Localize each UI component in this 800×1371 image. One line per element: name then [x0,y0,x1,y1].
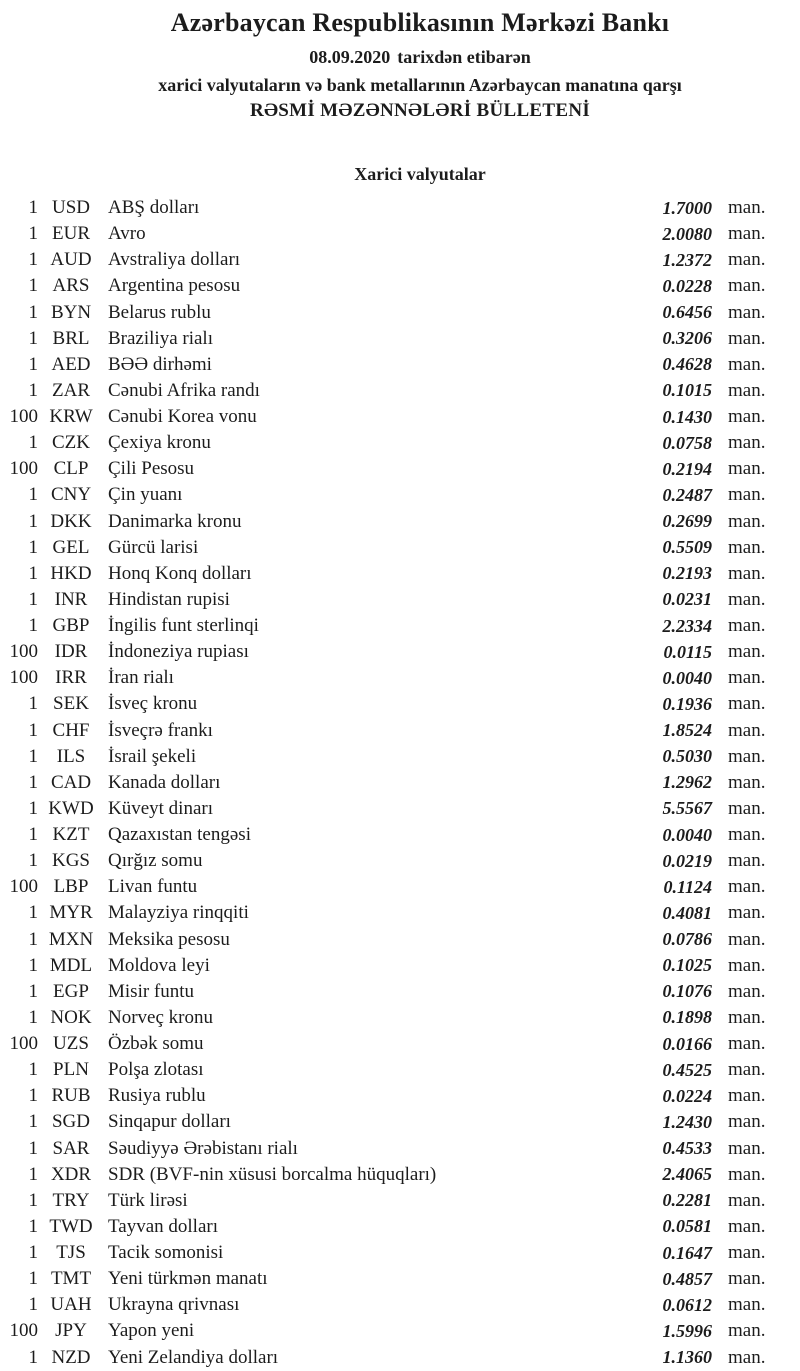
rate-row [0,1240,800,1266]
rate-row [0,1292,800,1318]
rate-value: 0.0231 [662,589,712,610]
quantity-value: 1 [28,249,38,271]
unit-label-man: man. [728,379,766,401]
exchange-rates-table [0,195,800,1371]
quantity-value: 1 [28,719,38,741]
currency-name: Meksika pesosu [108,928,230,950]
rate-row [0,796,800,822]
unit-label-man: man. [728,353,766,375]
unit-label-man: man. [728,1294,766,1316]
unit-label-man: man. [728,1268,766,1290]
quantity-value: 1 [28,223,38,245]
rate-value: 0.4857 [662,1268,712,1289]
rate-value: 1.8524 [662,720,712,741]
currency-code: AUD [50,249,92,271]
currency-name: İngilis funt sterlinqi [108,615,259,637]
unit-label-man: man. [728,249,766,271]
unit-label-man: man. [728,615,766,637]
quantity-value: 1 [28,301,38,323]
rate-row [0,874,800,900]
rate-row [0,1266,800,1292]
unit-label-man: man. [728,719,766,741]
currency-code: INR [54,588,88,610]
rate-value: 1.7000 [662,197,712,218]
currency-code: CLP [53,458,89,480]
rate-row [0,247,800,273]
rate-value: 0.2193 [662,563,712,584]
currency-code: EUR [52,223,90,245]
rate-row [0,822,800,848]
currency-code: MYR [49,902,93,924]
currency-name: Honq Konq dolları [108,562,252,584]
rate-row [0,1318,800,1344]
rate-value: 0.0219 [662,850,712,871]
effective-date-line [40,47,800,68]
currency-name: Qazaxıstan tengəsi [108,824,251,846]
currency-code: HKD [50,562,92,584]
currency-name: Qırğız somu [108,850,203,872]
currency-name: Misir funtu [108,980,195,1002]
currency-code: MXN [48,928,94,950]
rate-value: 1.2430 [662,1111,712,1132]
currency-code: KGS [51,850,90,872]
rate-row [0,927,800,953]
unit-label-man: man. [728,1085,766,1107]
rate-row [0,953,800,979]
unit-label-man: man. [728,693,766,715]
quantity-value: 100 [9,876,38,898]
rate-row [0,1057,800,1083]
unit-label-man: man. [728,1189,766,1211]
rate-row [0,691,800,717]
unit-label-man: man. [728,301,766,323]
quantity-value: 1 [28,797,38,819]
rate-value: 1.2962 [662,772,712,793]
rate-row [0,587,800,613]
rate-value: 0.1936 [662,693,712,714]
currency-code: EGP [53,980,89,1002]
currency-code: GBP [52,615,90,637]
currency-name: Yeni Zelandiya dolları [108,1346,279,1368]
unit-label-man: man. [728,275,766,297]
currency-code: CNY [50,484,92,506]
rate-row [0,848,800,874]
currency-code: TWD [49,1215,93,1237]
currency-code: CAD [50,771,92,793]
quantity-value: 1 [28,588,38,610]
rate-row [0,535,800,561]
currency-code: GEL [52,536,90,558]
currency-code: JPY [55,1320,87,1342]
rate-row [0,1345,800,1371]
unit-label-man: man. [728,1111,766,1133]
currency-name: İndoneziya rupiası [108,641,249,663]
rate-row [0,352,800,378]
unit-label-man: man. [728,406,766,428]
currency-name: Ukrayna qrivnası [108,1294,240,1316]
currency-code: KWD [48,797,94,819]
rate-row [0,378,800,404]
currency-name: BƏƏ dirhəmi [108,353,212,375]
currency-code: DKK [50,510,92,532]
currency-name: Cənubi Afrika randı [108,379,260,401]
quantity-value: 1 [28,615,38,637]
currency-code: TJS [56,1242,86,1264]
currency-name: Özbək somu [108,1033,204,1055]
currency-name: İran rialı [108,667,174,689]
unit-label-man: man. [728,928,766,950]
rate-value: 0.4525 [662,1059,712,1080]
quantity-value: 1 [28,771,38,793]
rate-row [0,404,800,430]
effective-date: 08.09.2020 [309,47,391,67]
currency-name: Rusiya rublu [108,1085,206,1107]
currency-name: Gürcü larisi [108,536,199,558]
rate-value: 2.4065 [662,1164,712,1185]
unit-label-man: man. [728,1163,766,1185]
unit-label-man: man. [728,197,766,219]
rate-row [0,326,800,352]
quantity-value: 1 [28,954,38,976]
unit-label-man: man. [728,1215,766,1237]
rate-value: 0.2487 [662,484,712,505]
currency-name: Çexiya kronu [108,432,211,454]
rate-row [0,1162,800,1188]
currency-code: SAR [52,1137,90,1159]
currency-name: Səudiyyə Ərəbistanı rialı [108,1137,298,1159]
effective-date-suffix: tarixdən etibarən [397,47,531,67]
quantity-value: 1 [28,1163,38,1185]
rate-value: 0.0786 [662,929,712,950]
currency-code: UAH [50,1294,92,1316]
currency-code: ARS [52,275,90,297]
rate-value: 1.1360 [662,1347,712,1368]
currency-name: Kanada dolları [108,771,221,793]
rate-value: 0.4533 [662,1138,712,1159]
unit-label-man: man. [728,1137,766,1159]
quantity-value: 1 [28,1242,38,1264]
section-title-foreign-currencies: Xarici valyutalar [354,164,486,184]
currency-code: MDL [49,954,93,976]
currency-code: TMT [50,1268,92,1290]
currency-name: ABŞ dolları [108,197,200,219]
currency-name: Hindistan rupisi [108,588,230,610]
unit-label-man: man. [728,1320,766,1342]
rate-row [0,613,800,639]
rate-value: 0.1076 [662,981,712,1002]
rate-value: 0.1015 [662,380,712,401]
quantity-value: 1 [28,510,38,532]
rate-value: 5.5567 [662,798,712,819]
rate-value: 0.4081 [662,902,712,923]
unit-label-man: man. [728,667,766,689]
quantity-value: 1 [28,562,38,584]
quantity-value: 100 [9,667,38,689]
quantity-value: 1 [28,379,38,401]
rate-row [0,430,800,456]
currency-code: KRW [49,406,93,428]
currency-name: SDR (BVF-nin xüsusi borcalma hüquqları) [108,1163,437,1185]
currency-name: Küveyt dinarı [108,797,214,819]
unit-label-man: man. [728,771,766,793]
rate-row [0,639,800,665]
rate-value: 0.4628 [662,354,712,375]
currency-code: NOK [50,1006,92,1028]
unit-label-man: man. [728,797,766,819]
rate-row [0,561,800,587]
unit-label-man: man. [728,641,766,663]
currency-name: Avstraliya dolları [108,249,241,271]
unit-label-man: man. [728,1059,766,1081]
rate-value: 0.5030 [662,746,712,767]
rate-value: 0.0040 [662,667,712,688]
currency-code: PLN [53,1059,89,1081]
unit-label-man: man. [728,824,766,846]
currency-name: Norveç kronu [108,1006,213,1028]
quantity-value: 1 [28,432,38,454]
currency-name: Tayvan dolları [108,1215,218,1237]
rate-row [0,1031,800,1057]
rate-value: 2.0080 [662,223,712,244]
currency-code: LBP [53,876,89,898]
rate-row [0,482,800,508]
rate-value: 0.0758 [662,432,712,453]
currency-name: Danimarka kronu [108,510,242,532]
currency-name: Braziliya rialı [108,327,213,349]
unit-label-man: man. [728,562,766,584]
quantity-value: 1 [28,1294,38,1316]
rate-row [0,770,800,796]
currency-name: Çin yuanı [108,484,183,506]
unit-label-man: man. [728,327,766,349]
quantity-value: 1 [28,353,38,375]
rate-value: 0.1430 [662,406,712,427]
unit-label-man: man. [728,458,766,480]
quantity-value: 1 [28,1189,38,1211]
rate-row [0,273,800,299]
quantity-value: 1 [28,1006,38,1028]
rate-value: 0.3206 [662,328,712,349]
rate-value: 0.1124 [663,876,712,897]
currency-code: NZD [51,1346,91,1368]
rate-value: 0.0228 [662,275,712,296]
rate-row [0,195,800,221]
quantity-value: 1 [28,536,38,558]
document-subtitle: xarici valyutaların və bank metallarının Azərbaycan manatına qarşı [158,75,682,95]
rate-value: 0.0612 [662,1294,712,1315]
currency-code: KZT [52,824,90,846]
rate-row [0,456,800,482]
quantity-value: 1 [28,1215,38,1237]
rate-value: 0.0224 [662,1085,712,1106]
unit-label-man: man. [728,536,766,558]
unit-label-man: man. [728,223,766,245]
unit-label-man: man. [728,954,766,976]
currency-code: UZS [53,1033,89,1055]
unit-label-man: man. [728,1242,766,1264]
quantity-value: 1 [28,1137,38,1159]
unit-label-man: man. [728,1006,766,1028]
rate-value: 0.5509 [662,537,712,558]
currency-code: IDR [54,641,88,663]
currency-code: BYN [50,301,92,323]
quantity-value: 1 [28,1111,38,1133]
unit-label-man: man. [728,432,766,454]
currency-name: Yeni türkmən manatı [108,1268,268,1290]
rate-row [0,1188,800,1214]
rate-value: 0.1025 [662,955,712,976]
rate-row [0,1136,800,1162]
rate-row [0,1109,800,1135]
currency-name: Argentina pesosu [108,275,241,297]
rate-row [0,979,800,1005]
currency-code: SEK [53,693,89,715]
quantity-value: 1 [28,902,38,924]
currency-name: Cənubi Korea vonu [108,406,257,428]
currency-code: SGD [51,1111,90,1133]
unit-label-man: man. [728,484,766,506]
rate-value: 0.2194 [662,458,712,479]
rate-value: 2.2334 [662,615,712,636]
rate-value: 0.0115 [663,641,712,662]
currency-code: CHF [52,719,90,741]
rate-row [0,1214,800,1240]
currency-code: AED [51,353,91,375]
quantity-value: 1 [28,275,38,297]
rate-value: 0.6456 [662,302,712,323]
quantity-value: 1 [28,197,38,219]
quantity-value: 1 [28,850,38,872]
unit-label-man: man. [728,588,766,610]
currency-code: USD [51,197,90,219]
currency-name: Tacik somonisi [108,1242,224,1264]
rate-row [0,300,800,326]
rate-value: 1.5996 [662,1320,712,1341]
rate-value: 0.1898 [662,1007,712,1028]
quantity-value: 1 [28,824,38,846]
rate-value: 0.0166 [662,1033,712,1054]
currency-name: Yapon yeni [108,1320,195,1342]
rate-row [0,1005,800,1031]
quantity-value: 1 [28,327,38,349]
quantity-value: 1 [28,1059,38,1081]
rate-value: 0.2281 [662,1190,712,1211]
rate-row [0,221,800,247]
currency-code: ILS [56,745,86,767]
rate-row [0,718,800,744]
rate-row [0,1083,800,1109]
unit-label-man: man. [728,510,766,532]
rate-value: 0.0040 [662,824,712,845]
currency-name: Sinqapur dolları [108,1111,231,1133]
currency-code: CZK [52,432,90,454]
unit-label-man: man. [728,850,766,872]
quantity-value: 1 [28,928,38,950]
currency-code: BRL [52,327,90,349]
unit-label-man: man. [728,980,766,1002]
currency-name: İsveç kronu [108,693,198,715]
bulletin-title: RƏSMİ MƏZƏNNƏLƏRİ BÜLLETENİ [249,100,591,121]
rate-row [0,509,800,535]
rate-value: 0.0581 [662,1216,712,1237]
rate-row [0,665,800,691]
quantity-value: 100 [9,1320,38,1342]
unit-label-man: man. [728,1033,766,1055]
quantity-value: 1 [28,484,38,506]
currency-code: IRR [55,667,87,689]
quantity-value: 1 [28,980,38,1002]
currency-name: Çili Pesosu [108,458,195,480]
rate-value: 1.2372 [662,249,712,270]
rate-value: 0.2699 [662,511,712,532]
quantity-value: 100 [9,406,38,428]
quantity-value: 100 [9,458,38,480]
unit-label-man: man. [728,745,766,767]
unit-label-man: man. [728,876,766,898]
rate-row [0,900,800,926]
quantity-value: 1 [28,1268,38,1290]
currency-code: RUB [51,1085,91,1107]
currency-name: Türk lirəsi [108,1189,188,1211]
currency-code: ZAR [52,379,90,401]
quantity-value: 100 [9,641,38,663]
currency-code: TRY [52,1189,90,1211]
currency-name: İsveçrə frankı [108,719,213,741]
currency-name: Moldova leyi [108,954,210,976]
currency-name: Livan funtu [108,876,198,898]
currency-name: İsrail şekeli [108,745,197,767]
rate-row [0,744,800,770]
currency-name: Avro [108,223,146,245]
currency-name: Polşa zlotası [108,1059,204,1081]
currency-name: Belarus rublu [108,301,211,323]
currency-code: XDR [50,1163,92,1185]
quantity-value: 1 [28,745,38,767]
unit-label-man: man. [728,902,766,924]
rate-value: 0.1647 [662,1242,712,1263]
quantity-value: 1 [28,1085,38,1107]
quantity-value: 1 [28,1346,38,1368]
unit-label-man: man. [728,1346,766,1368]
quantity-value: 100 [9,1033,38,1055]
currency-name: Malayziya rinqqiti [108,902,249,924]
quantity-value: 1 [28,693,38,715]
bank-name: Azərbaycan Respublikasının Mərkəzi Bankı [170,8,670,37]
